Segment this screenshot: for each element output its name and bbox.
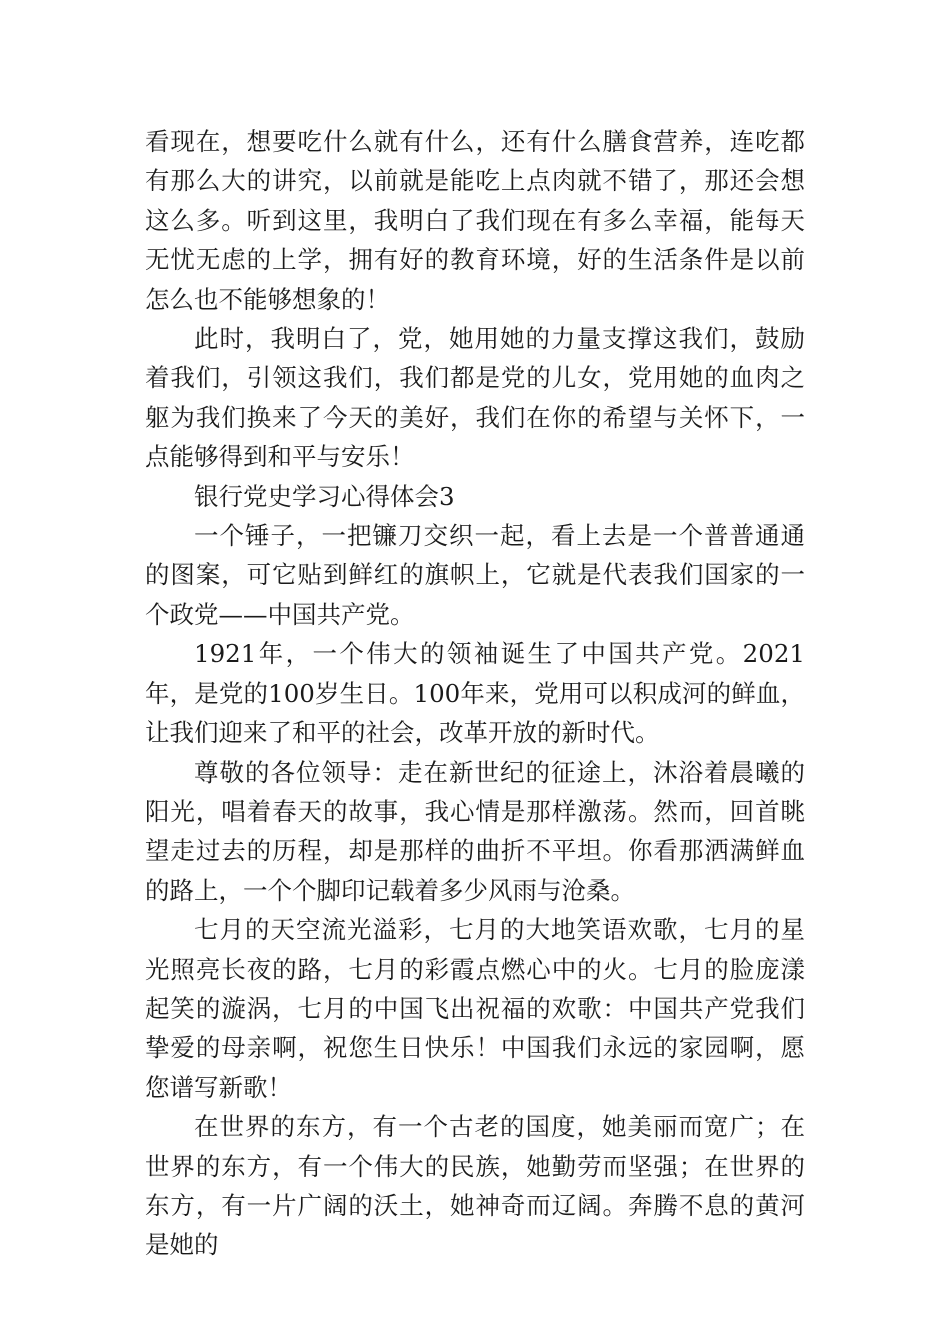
paragraph-6: 七月的天空流光溢彩，七月的大地笑语欢歌，七月的星光照亮长夜的路，七月的彩霞点燃心中的火。七月的脸庞漾起笑的漩涡，七月的中国飞出祝福的欢歌：中国共产党我们挚爱的母亲啊，祝您生日快乐！中国我们永远的家园啊，愿您谱写新歌！ (145, 915, 805, 1102)
document-body (145, 122, 805, 1265)
paragraph-1: 看现在，想要吃什么就有什么，还有什么膳食营养，连吃都有那么大的讲究，以前就是能吃上点肉就不错了，那还会想这么多。听到这里，我明白了我们现在有多么幸福，能每天无忧无虑的上学，拥有好的教育环境，好的生活条件是以前怎么也不能够想象的！ (145, 127, 805, 314)
paragraph-2: 此时，我明白了，党，她用她的力量支撑这我们，鼓励着我们，引领这我们，我们都是党的儿女，党用她的血肉之躯为我们换来了今天的美好，我们在你的希望与关怀下，一点能够得到和平与安乐！ (145, 324, 805, 472)
paragraph-7: 在世界的东方，有一个古老的国度，她美丽而宽广；在世界的东方，有一个伟大的民族，她勤劳而坚强；在世界的东方，有一片广阔的沃土，她神奇而辽阔。奔腾不息的黄河是她的 (145, 1112, 805, 1260)
paragraph-5: 尊敬的各位领导：走在新世纪的征途上，沐浴着晨曦的阳光，唱着春天的故事，我心情是那样激荡。然而，回首眺望走过去的历程，却是那样的曲折不平坦。你看那洒满鲜血的路上，一个个脚印记载着多少风雨与沧桑。 (145, 757, 805, 905)
section-heading: 银行党史学习心得体会3 (194, 481, 455, 511)
paragraph-4: 1921年，一个伟大的领袖诞生了中国共产党。2021年，是党的100岁生日。100年来，党用可以积成河的鲜血，让我们迎来了和平的社会，改革开放的新时代。 (145, 639, 805, 748)
paragraph-3: 一个锤子，一把镰刀交织一起，看上去是一个普普通通的图案，可它贴到鲜红的旗帜上，它就是代表我们国家的一个政党——中国共产党。 (145, 521, 805, 629)
